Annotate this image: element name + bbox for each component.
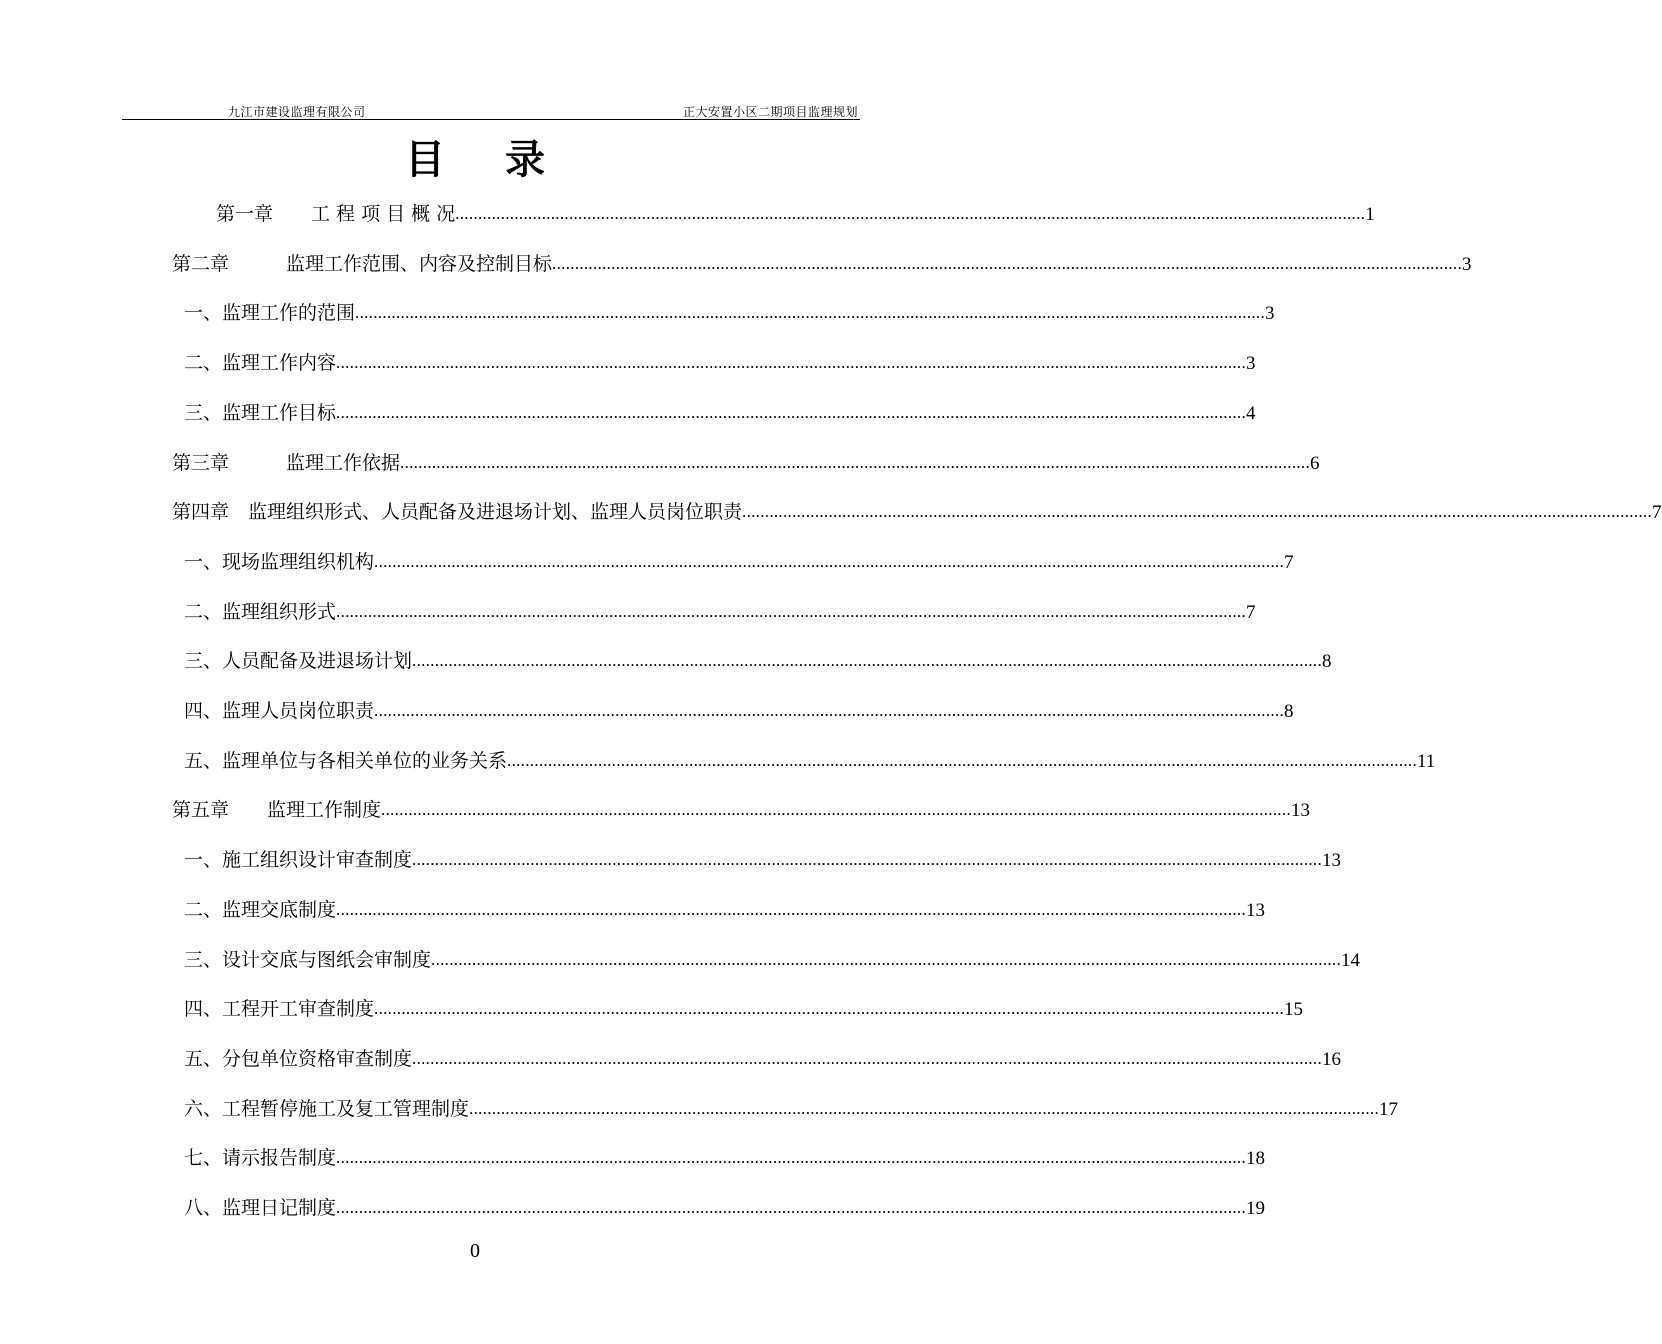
toc-entry-title: 三、设计交底与图纸会审制度 xyxy=(184,948,432,971)
toc-entry-title: 第二章 监理工作范围、内容及控制目标 xyxy=(172,252,553,275)
toc-entry[interactable] xyxy=(172,429,1320,475)
toc-leader-dots: ........................................................................................................................................................................................................ xyxy=(374,701,1285,720)
toc-entry[interactable] xyxy=(184,279,1275,325)
toc-leader-dots: ........................................................................................................................................................................................................ xyxy=(742,502,1653,522)
toc-leader-dots: ........................................................................................................................................................................................................ xyxy=(374,551,1285,571)
toc-entry[interactable] xyxy=(184,1075,1399,1121)
toc-entry[interactable] xyxy=(172,776,1311,822)
toc-entry-page: 7 xyxy=(1246,601,1256,623)
toc-entry-title: 一、施工组织设计审查制度 xyxy=(184,849,413,872)
toc-entry-title: 二、监理组织形式 xyxy=(184,600,337,623)
toc-entry-page: 7 xyxy=(1652,502,1662,524)
toc-entry-page: 13 xyxy=(1291,800,1311,822)
toc-leader-dots: ........................................................................................................................................................................................................ xyxy=(336,353,1247,373)
toc-entry[interactable] xyxy=(184,329,1256,375)
page-header-document-title: 正大安置小区二期项目监理规划 xyxy=(682,105,858,119)
header-divider xyxy=(122,119,860,120)
toc-entry-page: 14 xyxy=(1341,949,1361,971)
toc-entry-title: 八、监理日记制度 xyxy=(184,1197,337,1219)
toc-leader-dots: ........................................................................................................................................................................................................ xyxy=(455,204,1366,223)
toc-entry-title: 三、监理工作目标 xyxy=(184,401,337,424)
toc-entry[interactable] xyxy=(184,677,1294,723)
toc-entry-page: 7 xyxy=(1284,551,1294,573)
toc-entry[interactable] xyxy=(184,1174,1266,1220)
toc-entry-page: 6 xyxy=(1310,452,1320,474)
toc-entry-page: 15 xyxy=(1284,999,1304,1021)
toc-leader-dots: ........................................................................................................................................................................................................ xyxy=(431,949,1342,969)
toc-entry[interactable] xyxy=(184,876,1266,922)
toc-entry-title: 六、工程暂停施工及复工管理制度 xyxy=(184,1097,470,1120)
toc-leader-dots: ........................................................................................................................................................................................................ xyxy=(412,651,1323,671)
toc-entry-page: 1 xyxy=(1365,204,1375,225)
toc-entry[interactable] xyxy=(184,926,1361,972)
toc-entry[interactable] xyxy=(184,1124,1266,1170)
toc-leader-dots: ........................................................................................................................................................................................................ xyxy=(469,1098,1380,1118)
toc-entry-page: 3 xyxy=(1265,303,1275,325)
toc-entry[interactable] xyxy=(216,180,1375,226)
toc-leader-dots: ........................................................................................................................................................................................................ xyxy=(355,303,1266,323)
toc-leader-dots: ........................................................................................................................................................................................................ xyxy=(412,850,1323,870)
toc-entry-title: 七、请示报告制度 xyxy=(184,1147,337,1170)
toc-entry-page: 13 xyxy=(1322,850,1342,872)
toc-title: 目录 xyxy=(405,136,605,183)
toc-entry-title: 四、监理人员岗位职责 xyxy=(184,700,375,722)
toc-entry-title: 五、分包单位资格审查制度 xyxy=(184,1047,413,1070)
page-number: 0 xyxy=(470,1240,480,1262)
toc-entry-page: 13 xyxy=(1246,899,1266,921)
toc-leader-dots: ........................................................................................................................................................................................................ xyxy=(507,750,1418,770)
toc-entry-title: 四、工程开工审查制度 xyxy=(184,998,375,1021)
toc-entry-title: 一、监理工作的范围 xyxy=(184,302,356,325)
toc-leader-dots: ........................................................................................................................................................................................................ xyxy=(336,601,1247,621)
toc-entry-title: 二、监理工作内容 xyxy=(184,352,337,375)
toc-entry-page: 3 xyxy=(1246,353,1256,375)
toc-entry[interactable] xyxy=(184,627,1332,673)
toc-entry-title: 二、监理交底制度 xyxy=(184,898,337,921)
toc-entry-page: 16 xyxy=(1322,1048,1342,1070)
toc-entry-title: 五、监理单位与各相关单位的业务关系 xyxy=(184,749,508,772)
toc-entry[interactable] xyxy=(184,1025,1342,1071)
toc-entry-page: 3 xyxy=(1462,253,1472,275)
toc-leader-dots: ........................................................................................................................................................................................................ xyxy=(336,1198,1247,1217)
page-header-company: 九江市建设监理有限公司 xyxy=(228,105,366,119)
toc-entry-page: 8 xyxy=(1322,651,1332,673)
toc-entry[interactable] xyxy=(184,528,1294,574)
toc-entry[interactable] xyxy=(172,230,1472,276)
toc-leader-dots: ........................................................................................................................................................................................................ xyxy=(336,402,1247,422)
toc-entry-page: 11 xyxy=(1417,750,1436,772)
toc-entry-page: 8 xyxy=(1284,701,1294,722)
toc-entry-page: 4 xyxy=(1246,402,1256,424)
toc-entry[interactable] xyxy=(184,826,1342,872)
toc-entry-title: 第三章 监理工作依据 xyxy=(172,451,401,474)
toc-entry[interactable] xyxy=(184,379,1256,425)
toc-leader-dots: ........................................................................................................................................................................................................ xyxy=(336,1148,1247,1168)
toc-entry-title: 第一章 工 程 项 目 概 况 xyxy=(216,203,456,225)
toc-entry-page: 19 xyxy=(1246,1198,1266,1219)
toc-leader-dots: ........................................................................................................................................................................................................ xyxy=(336,899,1247,919)
toc-leader-dots: ........................................................................................................................................................................................................ xyxy=(374,999,1285,1019)
toc-entry-title: 第五章 监理工作制度 xyxy=(172,799,382,822)
toc-entry-title: 一、现场监理组织机构 xyxy=(184,550,375,573)
toc-entry[interactable] xyxy=(184,727,1436,773)
toc-leader-dots: ........................................................................................................................................................................................................ xyxy=(552,253,1463,273)
toc-entry[interactable] xyxy=(184,578,1256,624)
toc-entry-page: 18 xyxy=(1246,1148,1266,1170)
toc-entry-title: 第四章 监理组织形式、人员配备及进退场计划、监理人员岗位职责 xyxy=(172,501,743,524)
toc-leader-dots: ........................................................................................................................................................................................................ xyxy=(400,452,1311,472)
toc-entry[interactable] xyxy=(172,478,1662,524)
toc-leader-dots: ........................................................................................................................................................................................................ xyxy=(412,1048,1323,1068)
toc-entry-title: 三、人员配备及进退场计划 xyxy=(184,650,413,673)
toc-entry-page: 17 xyxy=(1379,1098,1399,1120)
toc-leader-dots: ........................................................................................................................................................................................................ xyxy=(381,800,1292,820)
toc-entry[interactable] xyxy=(184,975,1304,1021)
